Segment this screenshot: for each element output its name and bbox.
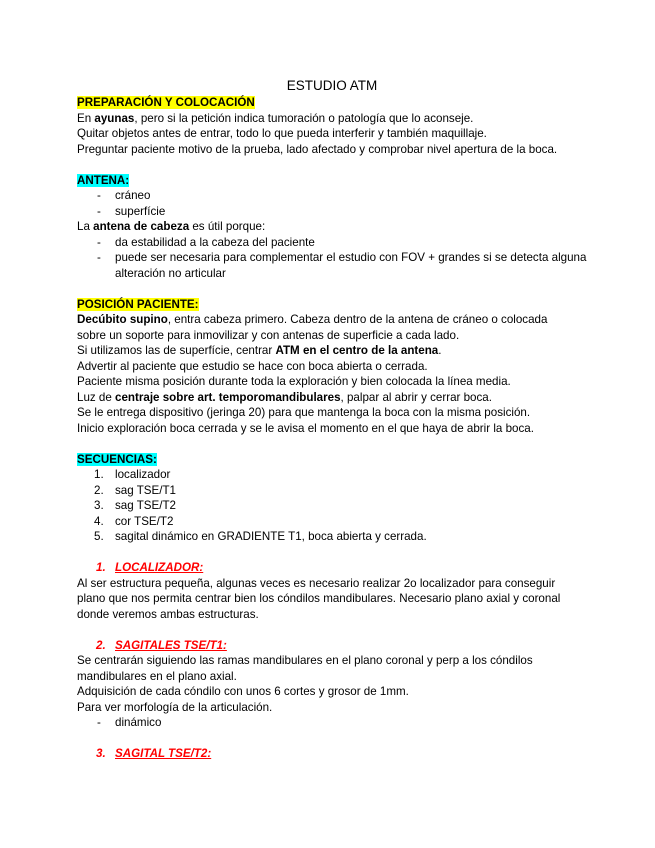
list-number: 3. bbox=[94, 499, 104, 512]
list-item bbox=[77, 514, 587, 530]
antena-text: La bbox=[77, 220, 94, 233]
document-content bbox=[77, 78, 587, 762]
list-text: sag TSE/T1 bbox=[115, 483, 177, 497]
list-item: - cráneo bbox=[77, 188, 587, 204]
list-item bbox=[77, 467, 587, 483]
posicion-line-2: sobre un soporte para inmovilizar y con antenas de superficie a cada lado. bbox=[77, 328, 460, 342]
list-text: localizador bbox=[115, 468, 171, 481]
sagital-t2-heading bbox=[77, 746, 587, 762]
posicion-text: Si utilizamos las de superfície, centrar bbox=[77, 344, 276, 357]
heading-text: SAGITALES TSE/T1: bbox=[115, 638, 227, 652]
secuencias-heading-line bbox=[77, 452, 587, 468]
posicion-line-5: Paciente misma posición durante toda la exploración y bien colocada la línea media. bbox=[77, 375, 511, 388]
sagitales-line-2: mandibulares en el plano axial. bbox=[77, 669, 237, 683]
localizador-line-1: Al ser estructura pequeña, algunas veces es necesario realizar 2o localizador para conseguir bbox=[77, 576, 556, 590]
list-item: - da estabilidad a la cabeza del paciente bbox=[77, 235, 587, 251]
prep-line-1 bbox=[77, 111, 587, 127]
antena-heading-line bbox=[77, 173, 587, 189]
prep-text: , pero si la petición indica tumoración o patología que lo aconseje. bbox=[134, 111, 474, 125]
prep-text: En bbox=[77, 111, 95, 125]
list-item: - puede ser necesaria para complementar el estudio con FOV + grandes si se detecta alguna alteración no articular bbox=[77, 250, 587, 281]
heading-text: LOCALIZADOR: bbox=[115, 561, 204, 574]
list-number: 1. bbox=[94, 468, 104, 481]
localizador-line-3: donde veremos ambas estructuras. bbox=[77, 607, 259, 621]
posicion-line-6 bbox=[77, 390, 587, 406]
antena-bold: antena de cabeza bbox=[93, 220, 190, 233]
list-text: cor TSE/T2 bbox=[115, 514, 174, 528]
sagitales-heading bbox=[77, 638, 587, 654]
posicion-text: , palpar al abrir y cerrar boca. bbox=[340, 390, 492, 404]
list-item: - superfície bbox=[77, 204, 587, 220]
posicion-text: . bbox=[438, 344, 442, 357]
list-item bbox=[77, 498, 587, 514]
posicion-line-7: Se le entrega dispositivo (jeringa 20) para que mantenga la boca con la misma posición. bbox=[77, 406, 531, 419]
antena-line bbox=[77, 219, 587, 235]
posicion-line-4: Advertir al paciente que estudio se hace con boca abierta o cerrada. bbox=[77, 359, 428, 373]
list-number: 2. bbox=[94, 483, 104, 497]
posicion-line-1 bbox=[77, 312, 587, 328]
heading-text: SAGITAL TSE/T2: bbox=[115, 747, 212, 760]
posicion-heading-line bbox=[77, 297, 587, 313]
antena-heading: ANTENA: bbox=[77, 173, 130, 187]
posicion-bold: Decúbito supino bbox=[77, 313, 168, 326]
posicion-heading: POSICIÓN PACIENTE: bbox=[77, 297, 199, 311]
localizador-heading bbox=[77, 560, 587, 576]
list-number: 5. bbox=[94, 530, 104, 543]
sagitales-line-4: Para ver morfología de la articulación. bbox=[77, 700, 273, 714]
sagitales-line-3: Adquisición de cada cóndilo con unos 6 cortes y grosor de 1mm. bbox=[77, 685, 409, 698]
heading-number: 3. bbox=[96, 747, 106, 760]
list-number: 4. bbox=[94, 514, 104, 528]
prep-bold: ayunas bbox=[94, 111, 135, 125]
list-text: sagital dinámico en GRADIENTE T1, boca abierta y cerrada. bbox=[115, 530, 427, 543]
list-item bbox=[77, 529, 587, 545]
prep-line-2: Quitar objetos antes de entrar, todo lo que pueda interferir y también maquillaje. bbox=[77, 127, 487, 140]
posicion-line-8: Inicio exploración boca cerrada y se le avisa el momento en el que haya de abrir la boca. bbox=[77, 421, 534, 435]
localizador-line-2: plano que nos permita centrar bien los cóndilos mandibulares. Necesario plano axial y coronal bbox=[77, 592, 561, 605]
list-item bbox=[77, 483, 587, 499]
prep-heading-line bbox=[77, 95, 587, 111]
heading-number: 1. bbox=[96, 561, 106, 574]
prep-line-3: Preguntar paciente motivo de la prueba, lado afectado y comprobar nivel apertura de la boca. bbox=[77, 142, 558, 156]
list-item: - dinámico bbox=[77, 715, 587, 731]
antena-text: es útil porque: bbox=[189, 220, 266, 233]
sagitales-line-1: Se centrarán siguiendo las ramas mandibulares en el plano coronal y perp a los cóndilos bbox=[77, 654, 533, 667]
list-text: sag TSE/T2 bbox=[115, 499, 177, 512]
secuencias-heading: SECUENCIAS: bbox=[77, 452, 157, 466]
posicion-line-3 bbox=[77, 343, 587, 359]
posicion-text: , entra cabeza primero. Cabeza dentro de la antena de cráneo o colocada bbox=[167, 313, 548, 326]
heading-number: 2. bbox=[96, 638, 106, 652]
page-title: ESTUDIO ATM bbox=[286, 78, 378, 93]
prep-heading: PREPARACIÓN Y COLOCACIÓN bbox=[77, 96, 255, 109]
posicion-bold: ATM en el centro de la antena bbox=[275, 344, 439, 357]
posicion-bold: centraje sobre art. temporomandibulares bbox=[115, 390, 341, 404]
posicion-text: Luz de bbox=[77, 390, 116, 404]
